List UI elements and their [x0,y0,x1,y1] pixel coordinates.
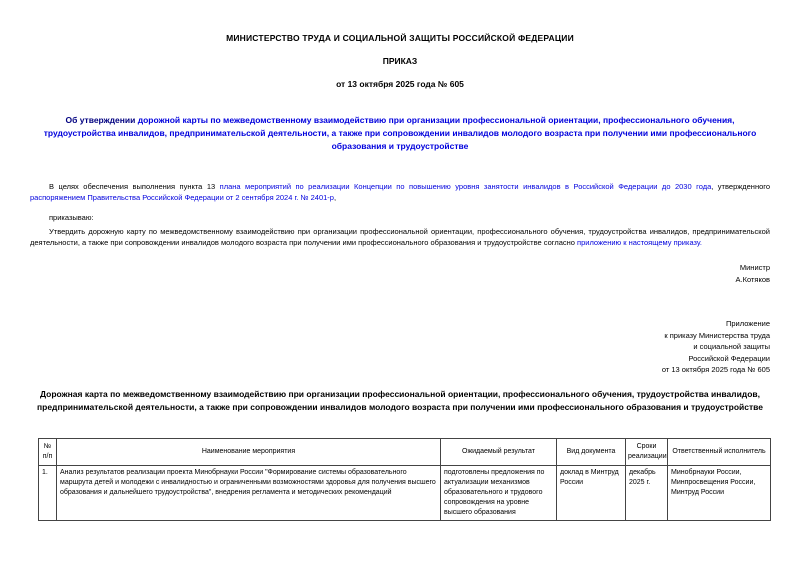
preamble-text-2: , утвержденного [711,182,770,191]
document-type: ПРИКАЗ [382,56,418,66]
table-header-num: № п/п [39,438,57,465]
document-title-link[interactable]: дорожной карты по межведомственному взаимодействию при организации профессиональной ориентации, профессионального обучения, трудоустройства инвалидов, предпринимательской деятельности, а также при сопровождении инвалидов молодого возраста при получении ими профессионального образования и трудоустройстве [43,115,757,151]
table-header-responsible: Ответственный исполнитель [668,438,771,465]
annex-line: Приложение [726,319,770,328]
row-deadline: декабрь 2025 г. [626,465,668,520]
signature-name: А.Котяков [735,275,770,284]
row-responsible: Минобрнауки России, Минпросвещения России, Минтруд России [668,465,771,520]
order-text-1: Утвердить дорожную карту по межведомственному взаимодействию при организации профессиональной ориентации, профессионального обучения, трудоустройства инвалидов, предпринимательской деятельности, а также при сопровождении инвалидов молодого возраста при получении ими профессионального образования и трудоустройстве согласно [30,227,770,247]
annex-line: и социальной защиты [693,342,770,351]
government-order-link[interactable]: распоряжением Правительства Российской Федерации от 2 сентября 2024 г. № 2401-р [30,193,334,202]
table-header-doc: Вид документа [557,438,626,465]
table-row [39,465,771,520]
order-word: приказываю: [49,213,94,222]
signature-position: Министр [739,263,770,272]
table-header-row [39,438,771,465]
document-title-prefix: Об утверждении [65,115,138,125]
preamble-text-1: В целях обеспечения выполнения пункта 13 [49,182,220,191]
row-doc: доклад в Минтруд России [557,465,626,520]
table-header-deadline: Сроки реализации [626,438,668,465]
roadmap-title: Дорожная карта по межведомственному взаимодействию при организации профессиональной ориентации, профессионального обучения, трудоустройства инвалидов, предпринимательской деятельности, а также при сопровождении инвалидов молодого возраста при получении ими профессионального образования и трудоустройстве [37,388,763,412]
row-activity: Анализ результатов реализации проекта Минобрнауки России "Формирование системы образовательного маршрута детей и молодежи с инвалидностью и ограниченными возможностями здоровья для получения высшего образования и дальнейшего трудоустройства", внедрения регламента и методических рекомендаций [57,465,441,520]
preamble-paragraph [30,181,770,203]
annex-line: Российской Федерации [688,353,770,363]
annex-line: к приказу Министерства труда [664,330,770,340]
order-paragraph [30,226,770,248]
document-date-number: от 13 октября 2025 года № 605 [336,79,464,89]
document-title [30,114,770,153]
row-result: подготовлены предложения по актуализации механизмов образовательного и трудового сопровождения на уровне высшего образования [441,465,557,520]
annex-link[interactable]: приложению к настоящему приказу. [577,238,702,247]
concept-plan-link[interactable]: плана мероприятий по реализации Концепции по повышению уровня занятости инвалидов в Российской Федерации до 2030 года [219,182,712,191]
row-num: 1. [39,465,57,520]
annex-block [30,318,770,376]
ministry-name: МИНИСТЕРСТВО ТРУДА И СОЦИАЛЬНОЙ ЗАЩИТЫ РОССИЙСКОЙ ФЕДЕРАЦИИ [226,33,574,43]
annex-line: от 13 октября 2025 года № 605 [661,365,770,374]
table-header-result: Ожидаемый результат [441,438,557,465]
roadmap-table [38,438,771,521]
table-header-activity: Наименование мероприятия [57,438,441,465]
preamble-text-3: , [333,193,337,202]
